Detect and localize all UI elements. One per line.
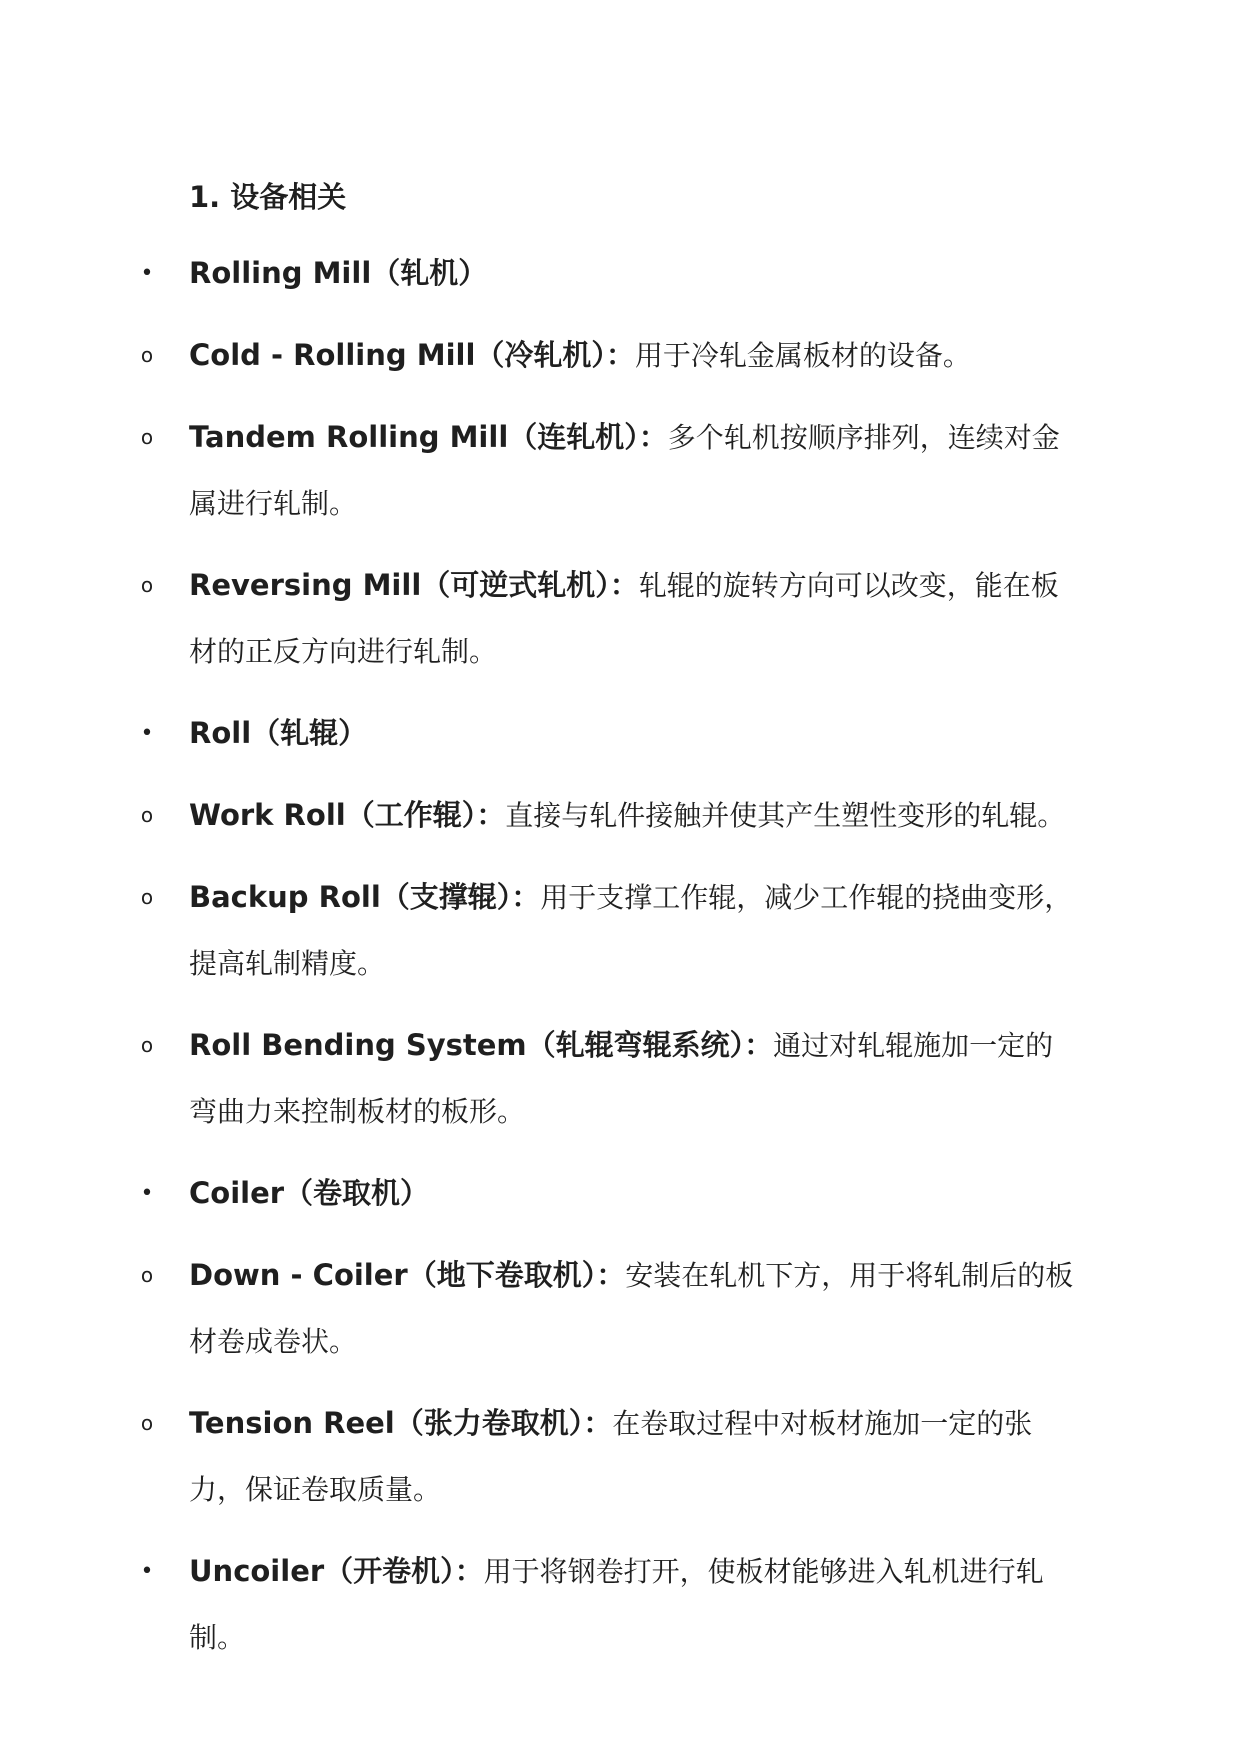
- term-label: Tension Reel（张力卷取机）：: [189, 1406, 613, 1440]
- glossary-item-backup-roll: [140, 865, 1080, 997]
- glossary-item-coiler: [140, 1161, 1080, 1227]
- term-description: 通过对轧辊施加一定的弯曲力来控制板材的板形。: [189, 1029, 1054, 1128]
- glossary-item-roll: [140, 701, 1080, 767]
- term-description: 安装在轧机下方，用于将轧制后的板材卷成卷状。: [189, 1259, 1074, 1358]
- glossary-item-roll-bending-system: [140, 1013, 1080, 1145]
- term-description: 轧辊的旋转方向可以改变，能在板材的正反方向进行轧制。: [189, 569, 1059, 668]
- term-label: Reversing Mill（可逆式轧机）：: [189, 568, 639, 602]
- sub-bullet-marker: o: [140, 1033, 154, 1057]
- term-label: Roll（轧辊）: [189, 716, 368, 750]
- equipment-glossary-list: [140, 241, 1080, 1687]
- bullet-marker: •: [140, 1559, 154, 1584]
- term-description: 用于冷轧金属板材的设备。: [634, 339, 971, 372]
- sub-bullet-marker: o: [140, 803, 154, 827]
- glossary-item-uncoiler: [140, 1539, 1080, 1671]
- bullet-marker: •: [140, 721, 154, 746]
- glossary-item-reversing-mill: [140, 553, 1080, 685]
- glossary-item-work-roll: [140, 783, 1080, 849]
- glossary-item-down-coiler: [140, 1243, 1080, 1375]
- sub-bullet-marker: o: [140, 1411, 154, 1435]
- sub-bullet-marker: o: [140, 425, 154, 449]
- glossary-item-tension-reel: [140, 1391, 1080, 1523]
- section-heading: 1. 设备相关: [189, 180, 347, 214]
- bullet-marker: •: [140, 261, 154, 286]
- term-label: Down - Coiler（地下卷取机）：: [189, 1258, 626, 1292]
- term-label: Uncoiler（开卷机）：: [189, 1554, 484, 1588]
- bullet-marker: •: [140, 1181, 154, 1206]
- glossary-item-tandem-rolling-mill: [140, 405, 1080, 537]
- term-description: 用于支撑工作辊，减少工作辊的挠曲变形，提高轧制精度。: [189, 881, 1073, 980]
- term-label: Work Roll（工作辊）：: [189, 798, 506, 832]
- term-description: 用于将钢卷打开，使板材能够进入轧机进行轧制。: [189, 1555, 1044, 1654]
- term-description: 在卷取过程中对板材施加一定的张力，保证卷取质量。: [189, 1407, 1033, 1506]
- glossary-item-rolling-mill: [140, 241, 1080, 307]
- sub-bullet-marker: o: [140, 573, 154, 597]
- sub-bullet-marker: o: [140, 885, 154, 909]
- sub-bullet-marker: o: [140, 343, 154, 367]
- term-label: Cold - Rolling Mill（冷轧机）：: [189, 338, 635, 372]
- term-label: Coiler（卷取机）: [189, 1176, 430, 1210]
- term-label: Tandem Rolling Mill（连轧机）：: [189, 420, 668, 454]
- term-label: Roll Bending System（轧辊弯辊系统）：: [189, 1028, 774, 1062]
- term-description: 多个轧机按顺序排列，连续对金属进行轧制。: [189, 421, 1060, 520]
- sub-bullet-marker: o: [140, 1263, 154, 1287]
- glossary-item-cold-rolling-mill: [140, 323, 1080, 389]
- term-description: 直接与轧件接触并使其产生塑性变形的轧辊。: [505, 799, 1066, 832]
- term-label: Rolling Mill（轧机）: [189, 256, 488, 290]
- term-label: Backup Roll（支撑辊）：: [189, 880, 541, 914]
